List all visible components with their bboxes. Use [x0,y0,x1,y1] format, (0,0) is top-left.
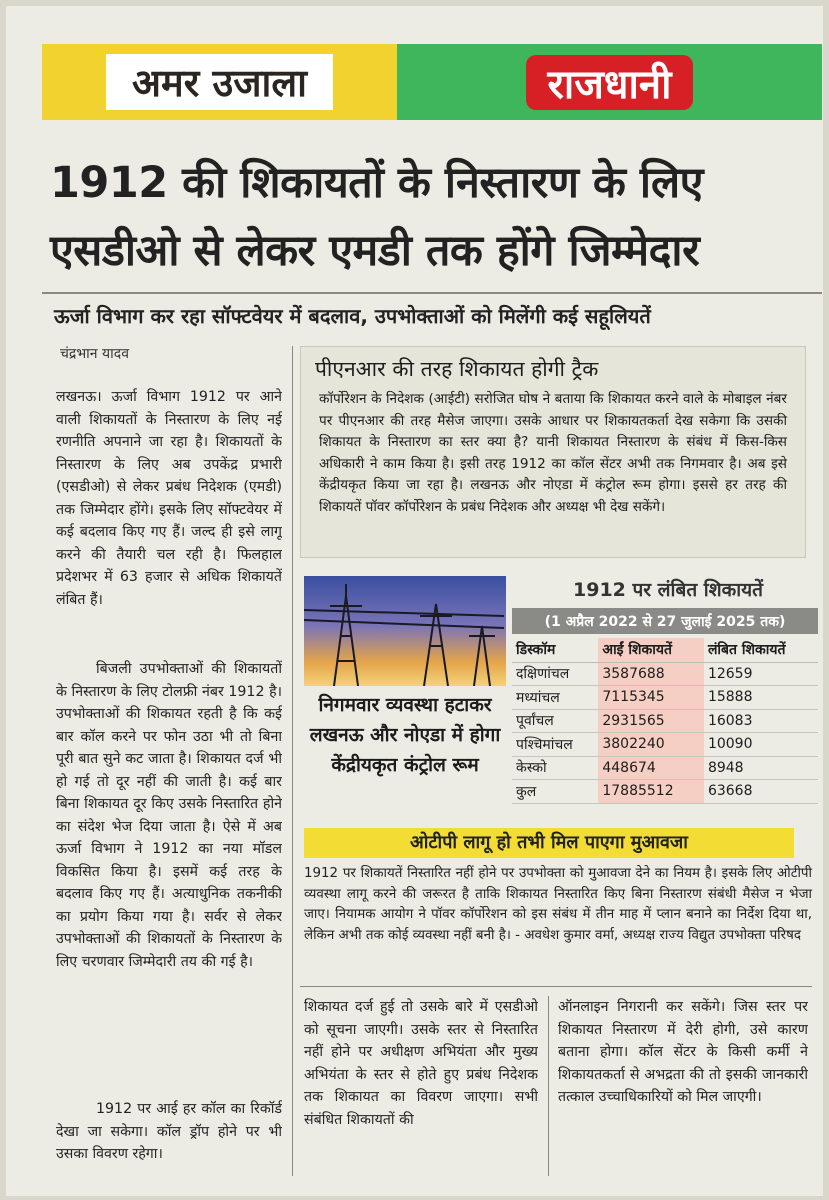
pnr-box-body: कॉर्पोरेशन के निदेशक (आईटी) सरोजित घोष ने बताया कि शिकायत करने वाले के मोबाइल नंबर पर पीएनआर की तरह मैसेज जाएगा। उसके आधार पर शिकायतकर्ता देख सकेगा कि उसकी शिकायत के निस्तारण का स्तर क्या है? यानी शिकायत निस्तारण के संबंध में किस-किस अधिकारी ने काम किया है। इसी तरह 1912 का कॉल सेंटर अभी तक निगमवार है। अब इसे केंद्रीयकृत किया जा रहा है। लखनऊ और नोएडा में कंट्रोल रूम होगा। इससे हर तरह की शिकायतें पॉवर कॉर्पोरेशन के प्रबंध निदेशक और अध्यक्ष भी देख सकेंगे। [319,391,787,515]
table-row [512,733,818,757]
table-cell: पूर्वांचल [512,709,598,733]
table-row [512,662,818,686]
brand-logo: अमर उजाला [106,54,333,110]
pnr-box-title: पीएनआर की तरह शिकायत होगी ट्रैक [315,357,599,381]
table-cell: 16083 [704,709,818,733]
table-cell: 3802240 [598,733,704,757]
divider [42,292,822,294]
table-cell: 15888 [704,686,818,710]
byline: चंद्रभान यादव [60,346,129,362]
left-column-para-2: बिजली उपभोक्ताओं की शिकायतों के निस्तारण के लिए टोलफ्री नंबर 1912 है। उपभोक्ताओं की शिकायत रहती है कि कई बार कॉल करने पर फोन उठा भी तो बिना पूरी बात सुने कट जाता है। शिकायत दर्ज भी हो गई तो दूर नहीं की जाती है। कई बार बिना शिकायत दूर किए उसके निस्तारित होने का संदेश भेज दिया जाता है। ऐसे में अब ऊर्जा विभाग ने 1912 का नया मॉडल विकसित किया है। इसमें कई तरह के बदलाव किए गए हैं। अत्याधुनिक तकनीकी का प्रयोग किया गया है। सर्वर से लेकर उपभोक्ताओं की शिकायतों के निस्तारण के लिए चरणवार जिम्मेदारी तय की गई है। [56,661,282,970]
bottom-right-column: ऑनलाइन निगरानी कर सकेंगे। जिस स्तर पर शिकायत निस्तारण में देरी होगी, उसे कारण बताना होगा। कॉल सेंटर के किसी कर्मी ने शिकायतकर्ता से अभद्रता की तो इसकी जानकारी तत्काल उच्चाधिकारियों को मिल जाएगी। [558,999,808,1105]
table-cell: 8948 [704,756,818,780]
table-cell: पश्चिमांचल [512,733,598,757]
section-label: राजधानी [526,55,694,110]
subheadline: ऊर्जा विभाग कर रहा सॉफ्टवेयर में बदलाव, उपभोक्ताओं को मिलेंगी कई सहूलियतें [54,304,651,328]
table-header-discom: डिस्कॉम [512,638,598,662]
table-cell: 7115345 [598,686,704,710]
table-cell: मध्यांचल [512,686,598,710]
masthead-section-band [397,44,822,120]
masthead-brand-band [42,44,397,120]
headline-line-1: 1912 की शिकायतों के निस्तारण के लिए [50,158,703,208]
table-header-row [512,638,818,662]
pnr-box [300,346,806,558]
table-cell: 2931565 [598,709,704,733]
table-header-received: आईं शिकायतें [598,638,704,662]
table-cell: केस्को [512,756,598,780]
table-cell: 10090 [704,733,818,757]
table-cell: 63668 [704,780,818,804]
photo-caption: निगमवार व्यवस्था हटाकर लखनऊ और नोएडा में होगा केंद्रीयकृत कंट्रोल रूम [309,694,501,776]
table-date-range: (1 अप्रैल 2022 से 27 जुलाई 2025 तक) [512,608,818,634]
otp-box-title: ओटीपी लागू हो तभी मिल पाएगा मुआवजा [304,828,794,858]
table-row-total [512,780,818,804]
divider [300,986,812,987]
table-row [512,709,818,733]
power-tower-photo [304,576,506,686]
otp-box-body: 1912 पर शिकायतें निस्तारित नहीं होने पर उपभोक्ता को मुआवजा देने का नियम है। इसके लिए ओटीपी व्यवस्था लागू करने की जरूरत है ताकि शिकायत निस्तारित किए बिना निस्तारण संबंधी मैसेज न भेजा जाए। नियामक आयोग ने पॉवर कॉर्पोरेशन को इस संबंध में तीन माह में प्लान बनाने का निर्देश दिया था, लेकिन अभी तक कोई व्यवस्था नहीं बनी है। - अवधेश कुमार वर्मा, अध्यक्ष राज्य विद्युत उपभोक्ता परिषद [304,866,812,943]
left-column-para-1: लखनऊ। ऊर्जा विभाग 1912 पर आने वाली शिकायतों के निस्तारण के लिए नई रणनीति अपनाने जा रहा है। शिकायतों के निस्तारण के लिए अब उपकेंद्र प्रभारी (एसडीओ) से लेकर प्रबंध निदेशक (एमडी) तक जिम्मेदार होंगे। इसके लिए सॉफ्टवेयर में कई बदलाव किए गए हैं। जल्द ही इसे लागू करने की तैयारी चल रही है। फिलहाल प्रदेशभर में 63 हजार से अधिक शिकायतें लंबित हैं। [56,389,282,608]
newspaper-page [6,6,823,1196]
table-cell: 3587688 [598,662,704,686]
table-cell: दक्षिणांचल [512,662,598,686]
tower-silhouette-icon [304,576,506,686]
column-divider [548,996,549,1176]
column-divider [292,346,293,1176]
table-header-pending: लंबित शिकायतें [704,638,818,662]
table-cell: कुल [512,780,598,804]
table-row [512,756,818,780]
pending-complaints-table [512,638,818,804]
masthead [42,44,822,120]
table-cell: 448674 [598,756,704,780]
table-row [512,686,818,710]
headline-line-2: एसडीओ से लेकर एमडी तक होंगे जिम्मेदार [50,226,700,276]
table-cell: 17885512 [598,780,704,804]
table-title: 1912 पर लंबित शिकायतें [573,579,763,601]
table-cell: 12659 [704,662,818,686]
bottom-middle-column: शिकायत दर्ज हुई तो उसके बारे में एसडीओ को सूचना जाएगी। उसके स्तर से निस्तारित नहीं होने पर अधीक्षण अभियंता और मुख्य अभियंता के स्तर से होते हुए प्रबंध निदेशक तक शिकायत का विवरण जाएगा। सभी संबंधित शिकायतों की [304,999,538,1128]
left-column-para-3: 1912 पर आई हर कॉल का रिकॉर्ड देखा जा सकेगा। कॉल ड्रॉप होने पर भी उसका विवरण रहेगा। [56,1101,282,1162]
